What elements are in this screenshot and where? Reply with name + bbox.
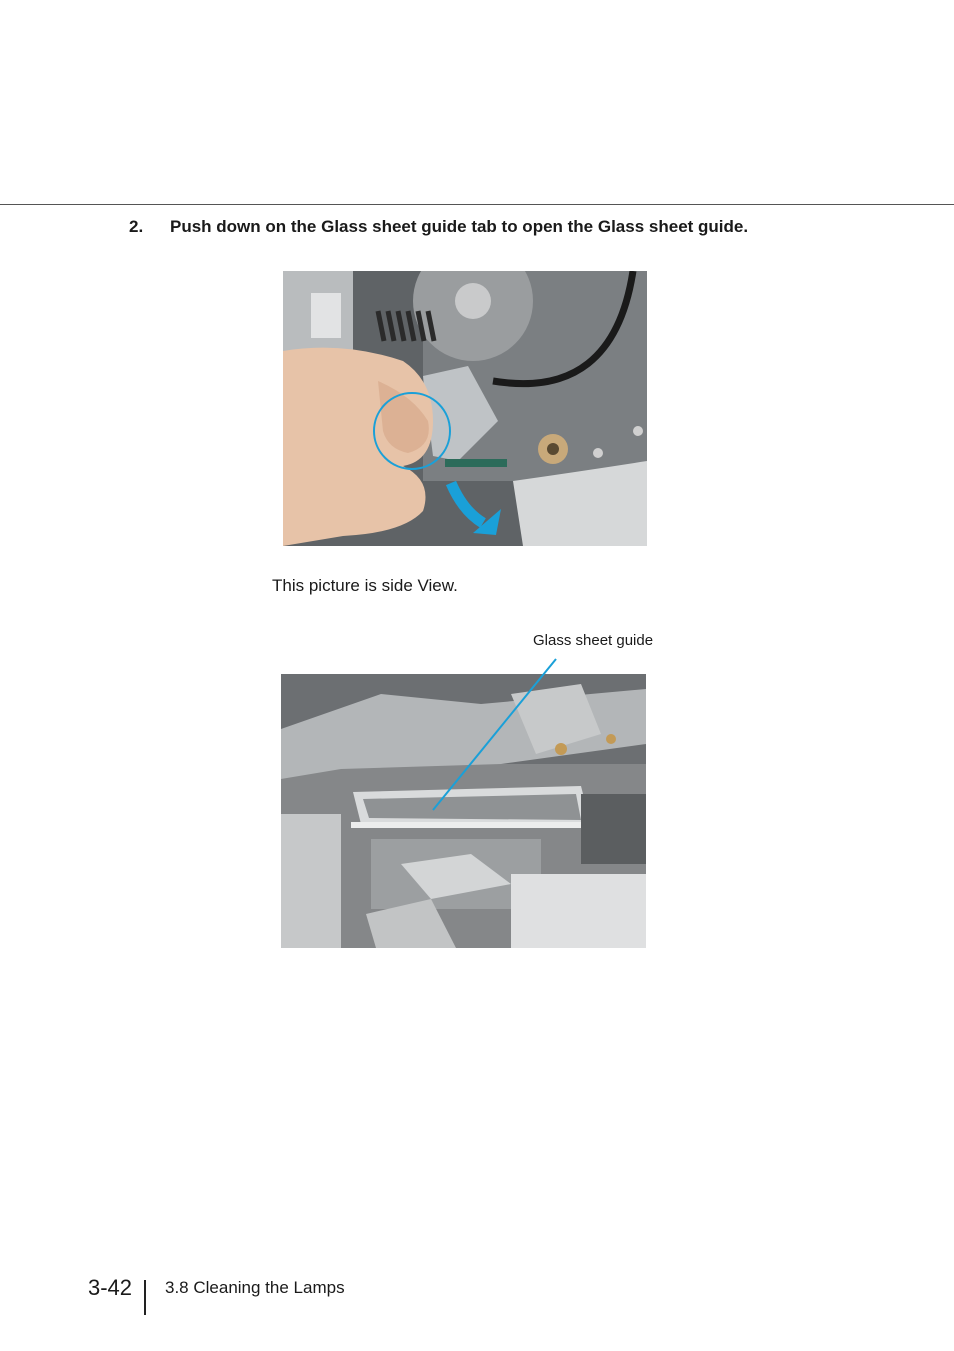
step-number: 2.: [129, 217, 144, 236]
page-number: 3-42: [88, 1275, 133, 1300]
tab-push-illustration: [283, 271, 647, 546]
glass-guide-illustration: [281, 674, 646, 948]
callout-label: Glass sheet guide: [533, 632, 654, 649]
step-text: Push down on the Glass sheet guide tab to open the Glass sheet guide.: [170, 217, 749, 236]
figure-caption: This picture is side View.: [272, 576, 458, 595]
footer-divider: [144, 1280, 146, 1315]
figure-tab-push-photo: [283, 271, 647, 546]
header-rule: [0, 204, 954, 205]
step-instruction: [129, 216, 909, 238]
section-title: 3.8 Cleaning the Lamps: [165, 1278, 345, 1297]
figure-glass-guide-photo: [281, 674, 646, 948]
